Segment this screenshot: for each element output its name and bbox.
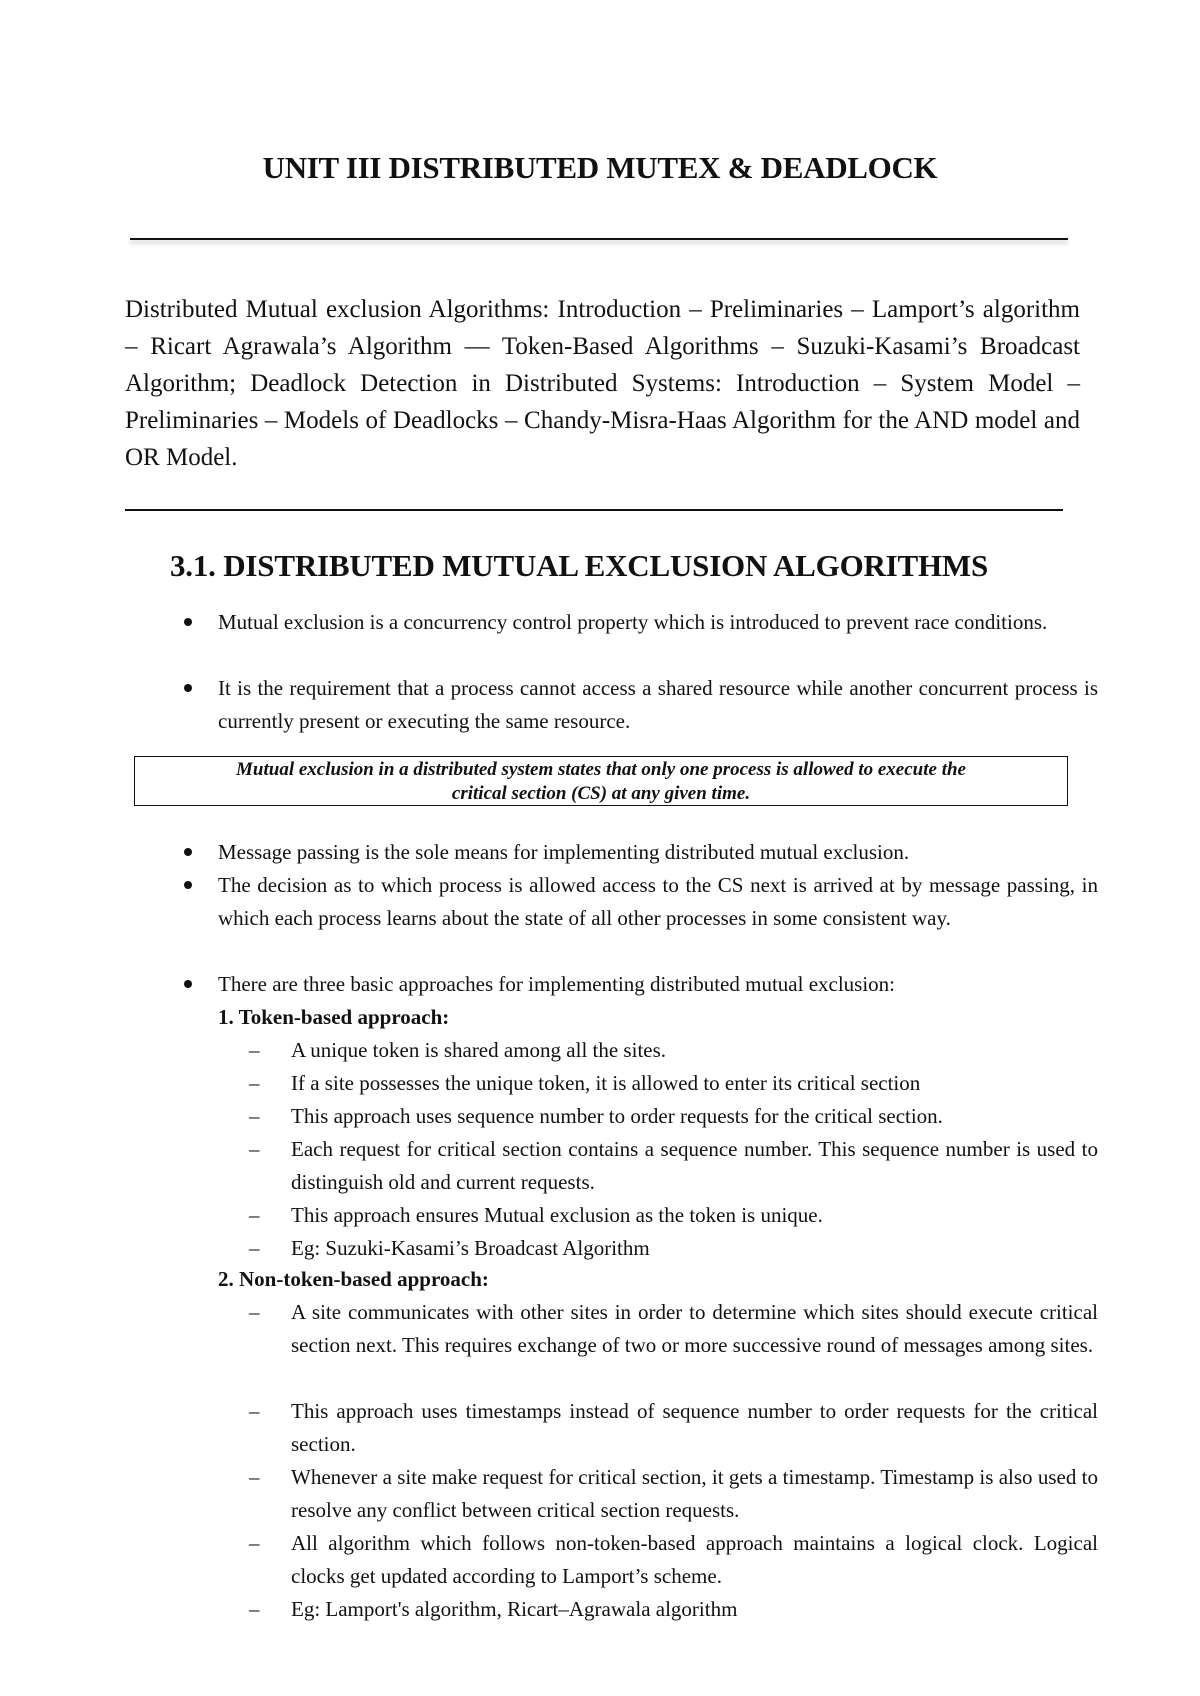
dash-text: This approach ensures Mutual exclusion as the token is unique. xyxy=(291,1203,823,1227)
bullet-text: Mutual exclusion is a concurrency control property which is introduced to prevent race conditions. xyxy=(218,610,1048,634)
divider-top xyxy=(130,238,1068,240)
dash-item xyxy=(249,1133,1098,1199)
dash-icon: – xyxy=(249,1300,260,1324)
dash-text: Eg: Suzuki-Kasami’s Broadcast Algorithm xyxy=(291,1236,650,1260)
syllabus-paragraph: Distributed Mutual exclusion Algorithms: Introduction – Preliminaries – Lamport’s algorithm – Ricart Agrawala’s Algorithm –– Token-Based Algorithms – Suzuki-Kasami’s Broadcast Algorithm; Deadlock Detection in Distributed Systems: Introduction – System Model – Preliminaries – Models of Deadlocks – Chandy-Misra-Haas Algorithm for the AND model and OR Model. xyxy=(125,296,1080,471)
section-heading: 3.1. DISTRIBUTED MUTUAL EXCLUSION ALGORITHMS xyxy=(170,548,989,583)
dash-item xyxy=(249,1461,1098,1527)
divider-bottom xyxy=(125,509,1063,511)
token-based-heading: 1. Token-based approach: xyxy=(218,1005,450,1029)
bullet-item xyxy=(218,606,1098,639)
dash-text: A site communicates with other sites in order to determine which sites should execute critical section next. This requires exchange of two or more successive round of messages among sites. xyxy=(291,1300,1098,1357)
unit-title: UNIT III DISTRIBUTED MUTEX & DEADLOCK xyxy=(262,150,938,185)
bullet-item xyxy=(218,968,1098,1001)
dash-text: This approach uses sequence number to order requests for the critical section. xyxy=(291,1104,943,1128)
definition-line: critical section (CS) at any given time. xyxy=(451,783,751,804)
bullet-text: It is the requirement that a process cannot access a shared resource while another concurrent process is currently present or executing the same resource. xyxy=(218,676,1098,733)
dash-text: All algorithm which follows non-token-based approach maintains a logical clock. Logical clocks get updated according to Lamport’s scheme. xyxy=(291,1531,1098,1588)
bullet-dot-icon xyxy=(184,618,192,626)
bullet-text: Message passing is the sole means for implementing distributed mutual exclusion. xyxy=(218,840,910,864)
dash-icon: – xyxy=(249,1137,260,1161)
dash-icon: – xyxy=(249,1597,260,1621)
bullet-text: There are three basic approaches for implementing distributed mutual exclusion: xyxy=(218,972,896,996)
bullet-item xyxy=(218,869,1098,935)
dash-text: This approach uses timestamps instead of sequence number to order requests for the critical section. xyxy=(291,1399,1098,1456)
dash-item xyxy=(249,1395,1098,1461)
dash-item xyxy=(249,1199,1098,1232)
dash-text: If a site possesses the unique token, it is allowed to enter its critical section xyxy=(291,1071,921,1095)
bullet-item xyxy=(218,836,1098,869)
dash-icon: – xyxy=(249,1203,260,1227)
bullet-text: The decision as to which process is allowed access to the CS next is arrived at by message passing, in which each process learns about the state of all other processes in some consistent way. xyxy=(218,873,1098,930)
definition-line: Mutual exclusion in a distributed system states that only one process is allowed to execute the xyxy=(236,759,966,780)
dash-item xyxy=(249,1296,1098,1362)
bullet-item xyxy=(218,672,1098,738)
bullet-dot-icon xyxy=(184,881,192,889)
non-token-based-heading: 2. Non-token-based approach: xyxy=(218,1267,489,1291)
dash-item xyxy=(249,1100,1098,1133)
dash-item xyxy=(249,1232,1098,1265)
definition-box xyxy=(134,756,1068,806)
dash-icon: – xyxy=(249,1465,260,1489)
dash-item xyxy=(249,1527,1098,1593)
dash-icon: – xyxy=(249,1038,260,1062)
dash-text: A unique token is shared among all the sites. xyxy=(291,1038,667,1062)
dash-text: Whenever a site make request for critical section, it gets a timestamp. Timestamp is also used to resolve any conflict between critical section requests. xyxy=(291,1465,1098,1522)
dash-icon: – xyxy=(249,1399,260,1423)
dash-text: Each request for critical section contains a sequence number. This sequence number is used to distinguish old and current requests. xyxy=(291,1137,1098,1194)
bullet-dot-icon xyxy=(184,848,192,856)
dash-icon: – xyxy=(249,1071,260,1095)
dash-item xyxy=(249,1034,1098,1067)
dash-icon: – xyxy=(249,1531,260,1555)
dash-item xyxy=(249,1593,1098,1626)
dash-text: Eg: Lamport's algorithm, Ricart–Agrawala algorithm xyxy=(291,1597,738,1621)
bullet-dot-icon xyxy=(184,684,192,692)
dash-icon: – xyxy=(249,1104,260,1128)
bullet-dot-icon xyxy=(184,980,192,988)
dash-item xyxy=(249,1067,1098,1100)
dash-icon: – xyxy=(249,1236,260,1260)
